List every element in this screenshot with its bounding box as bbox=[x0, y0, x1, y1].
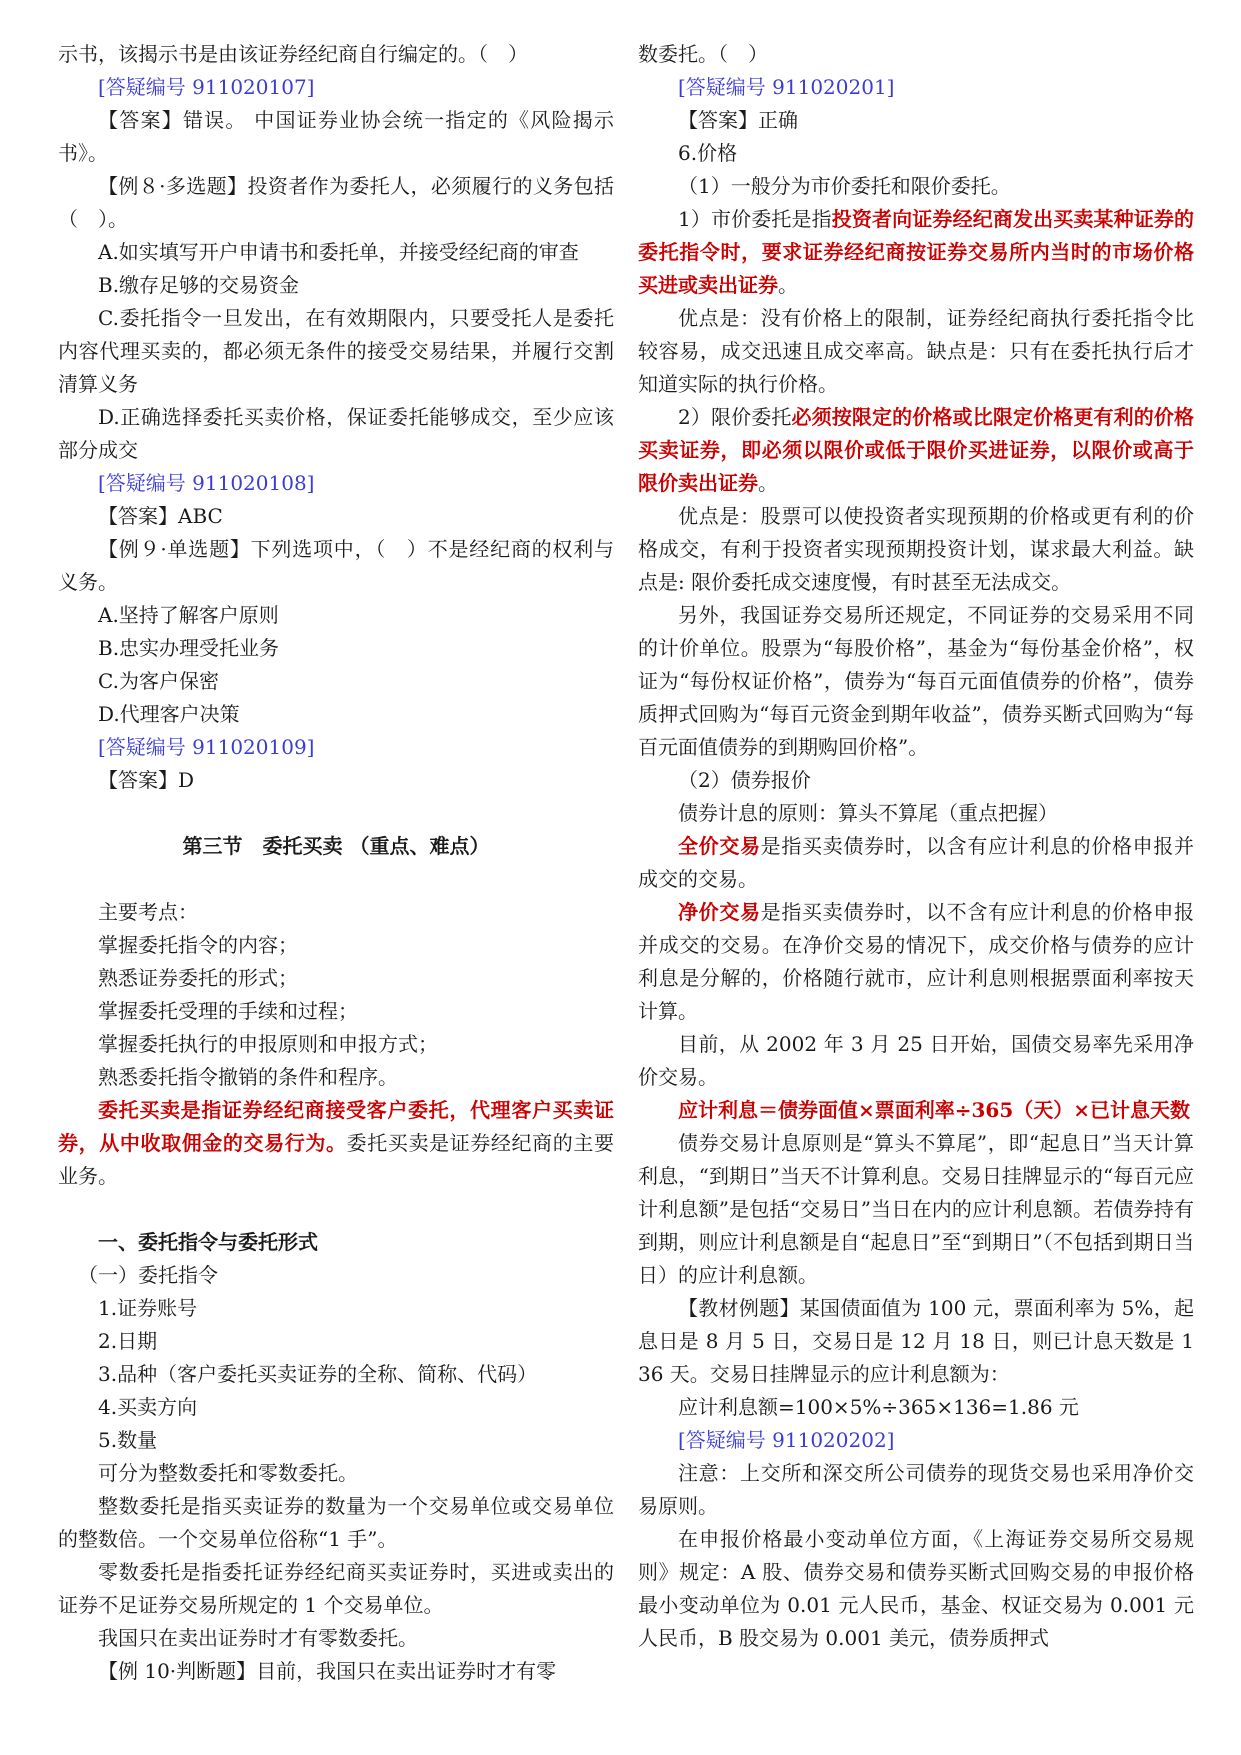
definition-paragraph bbox=[638, 896, 1194, 1028]
list-item: 掌握委托受理的手续和过程； bbox=[98, 999, 358, 1023]
option: A.坚持了解客户原则 bbox=[98, 603, 279, 627]
list-item: 熟悉证券委托的形式； bbox=[98, 966, 298, 990]
paragraph: 零数委托是指委托证券经纪商买卖证券时，买进或卖出的证券不足证券交易所规定的 1 个交易单位。 bbox=[58, 1560, 614, 1617]
subsection-heading: 一、委托指令与委托形式 bbox=[98, 1230, 318, 1254]
list-item: 3.品种（客户委托买卖证券的全称、简称、代码） bbox=[98, 1362, 538, 1386]
list-item: 掌握委托执行的申报原则和申报方式； bbox=[98, 1032, 438, 1056]
option: D.正确选择委托买卖价格，保证委托能够成交，至少应该部分成交 bbox=[58, 405, 614, 462]
paragraph: （1）一般分为市价委托和限价委托。 bbox=[678, 174, 1011, 198]
list-item: 熟悉委托指令撤销的条件和程序。 bbox=[98, 1065, 398, 1089]
paragraph: 整数委托是指买卖证券的数量为一个交易单位或交易单位的整数倍。一个交易单位俗称“1 手”。 bbox=[58, 1494, 614, 1551]
paragraph: 另外，我国证券交易所还规定，不同证券的交易采用不同的计价单位。股票为“每股价格”，基金为“每份基金价格”，权证为“每份权证价格”，债券为“每百元面值债券的价格”，债券质押式回购为“每百元资金到期年收益”，债券买断式回购为“每百元面值债券的到期购回价格”。 bbox=[638, 603, 1194, 759]
paragraph-text: 是指买卖债券时，以含有应计利息的价格申报并成交的交易。 bbox=[638, 834, 1195, 891]
formula: 应计利息额=100×5%÷365×136=1.86 元 bbox=[678, 1395, 1079, 1419]
example-question: 【例 10·判断题】目前，我国只在卖出证券时才有零 bbox=[98, 1659, 557, 1683]
left-column bbox=[58, 38, 614, 1688]
qa-reference-id: [答疑编号 911020107] bbox=[98, 75, 315, 99]
example-question: 【例９·单选题】下列选项中，（ ）不是经纪商的权利与义务。 bbox=[58, 537, 614, 594]
list-item: 1.证券账号 bbox=[98, 1296, 198, 1320]
definition-paragraph bbox=[58, 1094, 614, 1193]
list-item: 2.日期 bbox=[98, 1329, 158, 1353]
subsection-heading: （一）委托指令 bbox=[78, 1263, 218, 1287]
definition-paragraph bbox=[638, 203, 1194, 302]
right-column bbox=[638, 38, 1194, 1655]
emphasis-text: 投资者向证券经纪商发出买卖某种证券的委托指令时，要求证券经纪商按证券交易所内当时的市场价格买进或卖出证券 bbox=[638, 207, 1195, 297]
answer: 【答案】正确 bbox=[678, 108, 798, 132]
paragraph: 我国只在卖出证券时才有零数委托。 bbox=[98, 1626, 418, 1650]
paragraph-text: 。 bbox=[758, 471, 778, 495]
emphasis-text: 必须按限定的价格或比限定价格更有利的价格买卖证券，即必须以限价或低于限价买进证券，以限价或高于限价卖出证券 bbox=[638, 405, 1194, 495]
paragraph: 在申报价格最小变动单位方面，《上海证券交易所交易规则》规定：A 股、债券交易和债券买断式回购交易的申报价格最小变动单位为 0.01 元人民币，基金、权证交易为 0.001 元人民币，B 股交易为 0.001 美元，债券质押式 bbox=[638, 1527, 1194, 1650]
option: B.忠实办理受托业务 bbox=[98, 636, 280, 660]
option: C.委托指令一旦发出，在有效期限内，只要受托人是委托内容代理买卖的，都必须无条件的接受交易结果，并履行交割清算义务 bbox=[58, 306, 614, 396]
definition-paragraph bbox=[638, 830, 1194, 896]
formula: 应计利息＝债券面值×票面利率÷365（天）×已计息天数 bbox=[678, 1098, 1191, 1122]
paragraph-text: 2）限价委托 bbox=[678, 405, 792, 429]
paragraph: 示书，该揭示书是由该证券经纪商自行编定的。（ ） bbox=[58, 42, 528, 66]
qa-reference-id: [答疑编号 911020109] bbox=[98, 735, 315, 759]
qa-reference-id: [答疑编号 911020201] bbox=[678, 75, 895, 99]
paragraph: 目前，从 2002 年 3 月 25 日开始，国债交易率先采用净价交易。 bbox=[638, 1032, 1194, 1089]
answer: 【答案】ABC bbox=[98, 504, 223, 528]
option: B.缴存足够的交易资金 bbox=[98, 273, 300, 297]
answer: 【答案】D bbox=[98, 768, 195, 792]
example-question: 【教材例题】某国债面值为 100 元，票面利率为 5%，起息日是 8 月 5 日，交易日是 12 月 18 日，则已计息天数是 136 天。交易日挂牌显示的应计利息额为： bbox=[638, 1296, 1194, 1386]
option: A.如实填写开户申请书和委托单，并接受经纪商的审查 bbox=[98, 240, 579, 264]
list-item: 5.数量 bbox=[98, 1428, 158, 1452]
paragraph: 优点是：股票可以使投资者实现预期的价格或更有利的价格成交，有利于投资者实现预期投资计划，谋求最大利益。缺点是: 限价委托成交速度慢，有时甚至无法成交。 bbox=[638, 504, 1194, 594]
example-question: 【例８·多选题】投资者作为委托人，必须履行的义务包括（ ）。 bbox=[58, 174, 614, 231]
emphasis-text: 净价交易 bbox=[678, 900, 761, 924]
paragraph-text: 是指买卖债券时，以不含有应计利息的价格申报并成交的交易。在净价交易的情况下，成交价格与债券的应计利息是分解的，价格随行就市，应计利息则根据票面利率按天计算。 bbox=[638, 900, 1195, 1023]
section-heading: 第三节 委托买卖 （重点、难点） bbox=[182, 834, 490, 858]
paragraph-text: 1）市价委托是指 bbox=[678, 207, 832, 231]
paragraph-text: 委托买卖是证券经纪商的主要业务。 bbox=[58, 1131, 615, 1188]
option: C.为客户保密 bbox=[98, 669, 219, 693]
qa-reference-id: [答疑编号 911020202] bbox=[678, 1428, 895, 1452]
definition-paragraph bbox=[638, 401, 1194, 500]
subsection-heading: 6.价格 bbox=[678, 141, 738, 165]
paragraph: 债券计息的原则：算头不算尾（重点把握） bbox=[678, 801, 1058, 825]
answer: 【答案】错误。 中国证券业协会统一指定的《风险揭示书》。 bbox=[58, 108, 614, 165]
emphasis-text: 全价交易 bbox=[678, 834, 761, 858]
qa-reference-id: [答疑编号 911020108] bbox=[98, 471, 315, 495]
paragraph-text: 。 bbox=[778, 273, 798, 297]
paragraph: 数委托。（ ） bbox=[638, 42, 768, 66]
paragraph: 主要考点： bbox=[98, 900, 198, 924]
paragraph: 注意：上交所和深交所公司债券的现货交易也采用净价交易原则。 bbox=[638, 1461, 1194, 1518]
paragraph: 可分为整数委托和零数委托。 bbox=[98, 1461, 358, 1485]
emphasis-text: 委托买卖是指证券经纪商接受客户委托，代理客户买卖证券，从中收取佣金的交易行为。 bbox=[58, 1098, 614, 1155]
list-item: 掌握委托指令的内容； bbox=[98, 933, 298, 957]
subsection-heading: （2）债券报价 bbox=[678, 768, 811, 792]
list-item: 4.买卖方向 bbox=[98, 1395, 198, 1419]
paragraph: 优点是：没有价格上的限制，证券经纪商执行委托指令比较容易，成交迅速且成交率高。缺点是：只有在委托执行后才知道实际的执行价格。 bbox=[638, 306, 1194, 396]
paragraph: 债券交易计息原则是“算头不算尾”，即“起息日”当天计算利息，“到期日”当天不计算利息。交易日挂牌显示的“每百元应计利息额”是包括“交易日”当日在内的应计利息额。若债券持有到期，则应计利息额是自“起息日”至“到期日”（不包括到期日当日）的应计利息额。 bbox=[638, 1131, 1194, 1287]
option: D.代理客户决策 bbox=[98, 702, 240, 726]
